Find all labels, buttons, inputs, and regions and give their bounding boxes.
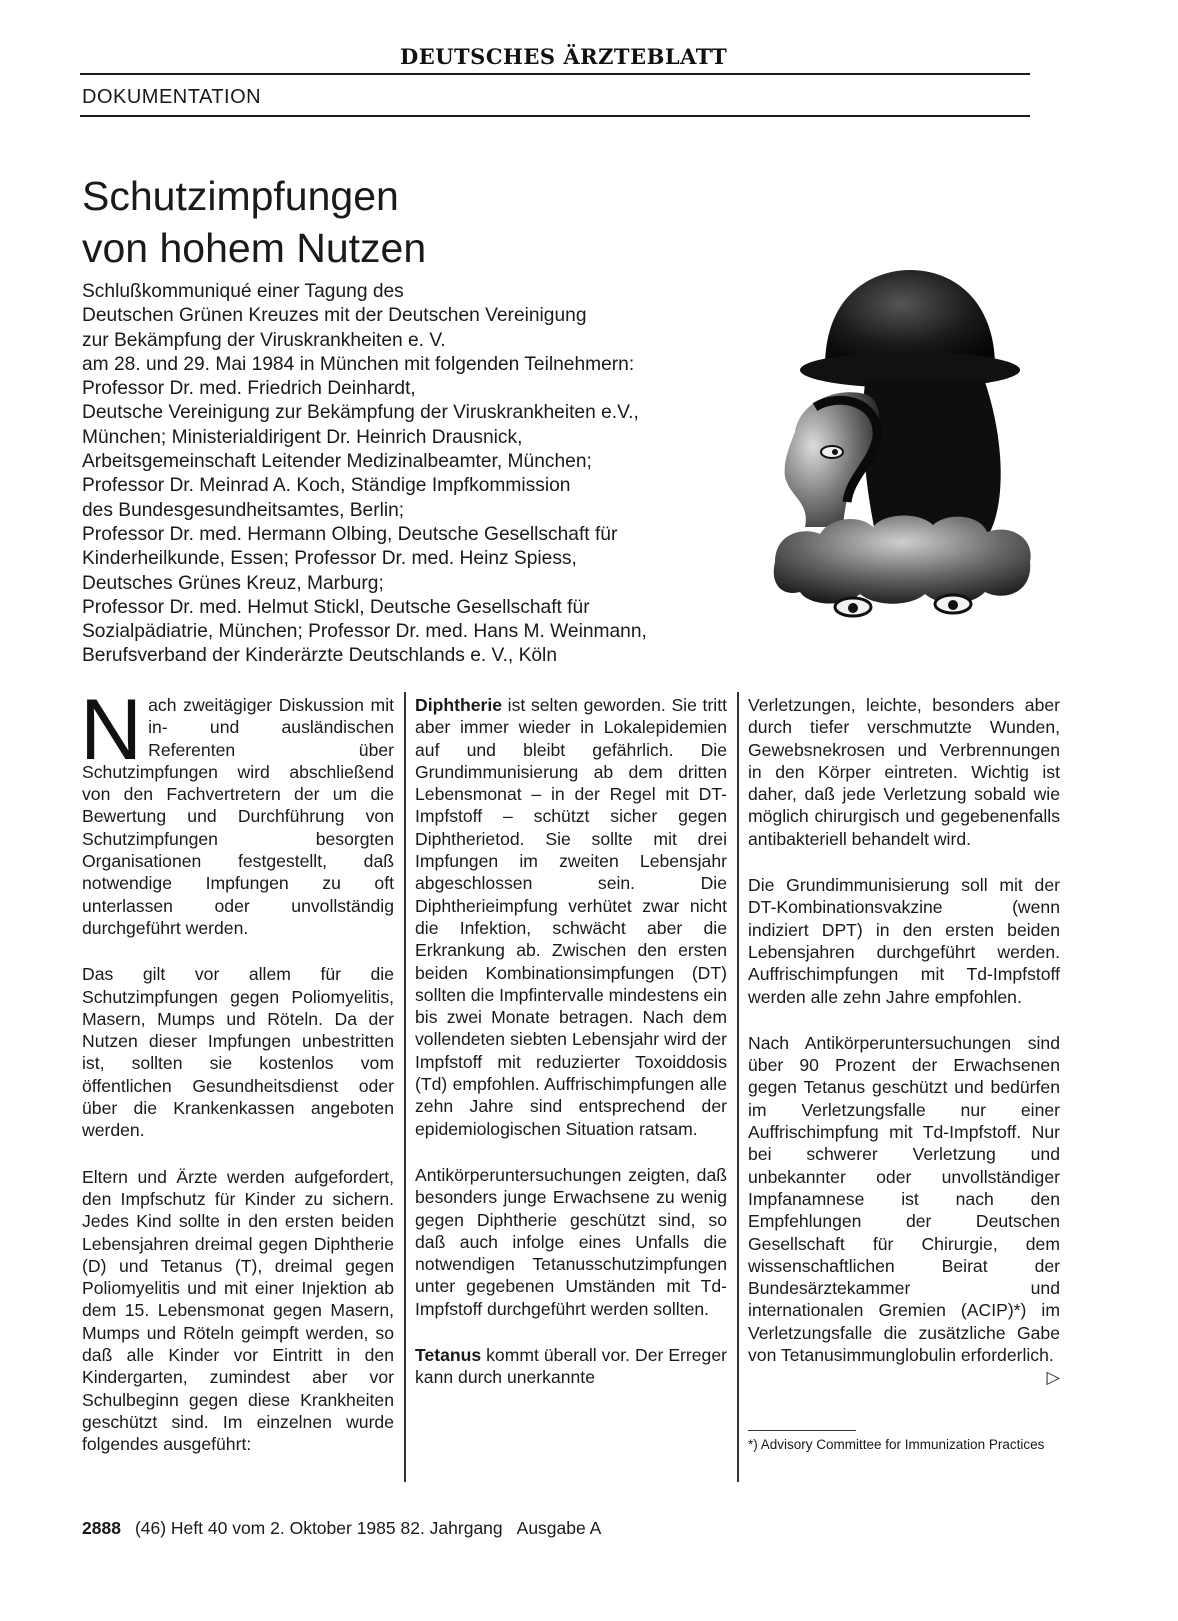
dark-figure	[863, 382, 1001, 532]
paragraph	[748, 1032, 1060, 1388]
intro-line: Sozialpädiatrie, München; Professor Dr. med. Hans M. Weinmann,	[82, 621, 647, 643]
column-divider-2	[737, 692, 739, 1482]
drop-cap: N	[80, 682, 143, 778]
intro-line: Professor Dr. med. Hermann Olbing, Deutsche Gesellschaft für	[82, 523, 618, 545]
intro-line: am 28. und 29. Mai 1984 in München mit folgenden Teilnehmern:	[82, 353, 635, 375]
intro-line: München; Ministerialdirigent Dr. Heinrich Drausnick,	[82, 426, 523, 448]
illustration-figures	[755, 262, 1045, 632]
paragraph-text: ist selten geworden. Sie tritt aber immer wieder in Lokalepidemien auf und bleibt gefährlich. Die Grundimmunisierung ab dem dritten Lebensmonat – in der Regel mit DT-Impfstoff – schützt sicher gegen Diphtherietod. Sie sollte mit drei Impfungen im zweiten Lebensjahr abgeschlossen sein. Die Diphtherieimpfung verhütet zwar nicht die Infektion, schwächt aber die Erkrankung ab. Zwischen den ersten beiden Kombinationsimpfungen (DT) sollten die Impfintervalle mindestens ein bis zwei Monate betragen. Nach dem vollendeten siebten Lebensjahr wird der Impfstoff mit reduzierter Toxoiddosis (Td) empfohlen. Auffrischimpfungen alle zehn Jahre sind entsprechend der epidemiologischen Situation ratsam.	[415, 695, 727, 1139]
intro-line: Arbeitsgemeinschaft Leitender Medizinalbeamter, München;	[82, 451, 592, 473]
article-title	[82, 170, 426, 274]
section-rule	[80, 115, 1030, 117]
intro-line: Professor Dr. Meinrad A. Koch, Ständige Impfkommission	[82, 475, 571, 497]
title-line-1: Schutzimpfungen	[82, 173, 399, 219]
footnote-rule	[748, 1430, 856, 1431]
paragraph-text: Nach Antikörperuntersuchungen sind über 90 Prozent der Erwachsenen gegen Tetanus geschützt und bedürfen im Verletzungsfalle nur einer Auffrischimpfung mit Td-Impfstoff. Nur bei schwerer Verletzung und unbekannter oder unvollständiger Impfanamnese ist nach den Empfehlungen der Deutschen Gesellschaft für Chirurgie, dem wissenschaftlichen Beirat der Bundesärztekammer und internationalen Gremien (ACIP)*) im Verletzungsfalle die zusätzliche Gabe von Tetanusimmunglobulin erforderlich.	[748, 1032, 1060, 1366]
issue-info: (46) Heft 40 vom 2. Oktober 1985 82. Jahrgang	[134, 1518, 503, 1538]
paragraph	[415, 1344, 727, 1389]
column-3	[748, 694, 1060, 1390]
intro-line: Deutsches Grünes Kreuz, Marburg;	[82, 572, 384, 594]
intro-line: Berufsverband der Kinderärzte Deutschlands e. V., Köln	[82, 645, 557, 667]
profile-pupil	[832, 449, 838, 455]
run-in-heading-tetanus: Tetanus	[415, 1345, 482, 1366]
edition-info: Ausgabe A	[516, 1518, 602, 1538]
paragraph	[80, 682, 394, 939]
masthead-rule	[80, 73, 1030, 75]
column-1	[80, 682, 394, 1480]
lower-pupil-left	[848, 603, 858, 613]
paragraph-text: kommt überall vor. Der Erreger kann durch unerkannte	[415, 1345, 727, 1388]
intro-line: Deutschen Grünen Kreuzes mit der Deutschen Vereinigung	[82, 305, 587, 327]
intro-line: zur Bekämpfung der Viruskrankheiten e. V.	[82, 329, 446, 351]
intro-line: Deutsche Vereinigung zur Bekämpfung der Viruskrankheiten e.V.,	[82, 402, 639, 424]
title-line-2: von hohem Nutzen	[82, 225, 427, 271]
section-label: DOKUMENTATION	[82, 86, 262, 108]
intro-line: Professor Dr. med. Helmut Stickl, Deutsche Gesellschaft für	[82, 596, 590, 618]
intro-line: Schlußkommuniqué einer Tagung des	[82, 281, 404, 302]
lower-pupil-right	[948, 600, 958, 610]
intro-line: Professor Dr. med. Friedrich Deinhardt,	[82, 378, 416, 400]
continue-marker: ▷	[1046, 1367, 1060, 1388]
intro-line: Kinderheilkunde, Essen; Professor Dr. med. Heinz Spiess,	[82, 548, 577, 570]
column-2	[415, 694, 727, 1413]
paragraph: Verletzungen, leichte, besonders aber durch tiefer verschmutzte Wunden, Gewebsnekrosen und Verbrennungen in den Körper eintreten. Wichtig ist daher, daß jede Verletzung sobald wie möglich chirurgisch und gegebenenfalls antibakteriell behandelt wird.	[748, 695, 1060, 849]
run-in-heading-diphtherie: Diphtherie	[415, 695, 502, 715]
footnote: *) Advisory Committee for Immunization Practices	[748, 1437, 1045, 1452]
paragraph: Eltern und Ärzte werden aufgefordert, den Impfschutz für Kinder zu sichern. Jedes Kind sollte in den ersten beiden Lebensjahren dreimal gegen Diphtherie (D) und Tetanus (T), dreimal gegen Poliomyelitis und mit einer Injektion ab dem 15. Lebensmonat gegen Masern, Mumps und Röteln geimpft werden, so daß alle Kinder vor Eintritt in den Kindergarten, zumindest aber vor Schulbeginn gegen diese Krankheiten geschützt sind. Im einzelnen wurde folgendes ausgeführt:	[82, 1166, 394, 1455]
masthead: DEUTSCHES ÄRZTEBLATT	[400, 44, 728, 69]
intro-block	[82, 280, 782, 669]
paragraph-text: ach zweitägiger Diskussion mit in- und ausländischen Referenten über Schutzimpfungen wird abschließend von den Fachvertretern der um die Bewertung und Durchführung von Schutzimpfungen besorgten Organisationen festgestellt, daß notwendige Impfungen zu oft unterlassen oder unvollständig durchgeführt werden.	[82, 695, 394, 938]
paragraph: Die Grundimmunisierung soll mit der DT-Kombinationsvakzine (wenn indiziert DPT) in den ersten beiden Lebensjahren durchgeführt werden. Auffrischimpfungen mit Td-Impfstoff werden alle zehn Jahre empfohlen.	[748, 875, 1060, 1007]
page-number: 2888	[82, 1518, 121, 1538]
column-divider-1	[404, 692, 406, 1482]
page-footer	[82, 1518, 601, 1539]
paragraph: Das gilt vor allem für die Schutzimpfungen gegen Poliomyelitis, Masern, Mumps und Röteln. Da der Nutzen dieser Impfungen unbestritten ist, sollten sie kostenlos vom öffentlichen Gesundheitsdienst oder über die Krankenkassen angeboten werden.	[82, 964, 394, 1141]
intro-line: des Bundesgesundheitsamtes, Berlin;	[82, 499, 405, 521]
paragraph: Antikörperuntersuchungen zeigten, daß besonders junge Erwachsene zu wenig gegen Diphtherie geschützt sind, so daß auch infolge eines Unfalls die notwendigen Tetanusschutzimpfungen unter gegebenen Umständen mit Td-Impfstoff durchgeführt werden sollten.	[415, 1164, 727, 1319]
paragraph	[415, 694, 727, 1140]
cloud-band	[774, 515, 1031, 603]
